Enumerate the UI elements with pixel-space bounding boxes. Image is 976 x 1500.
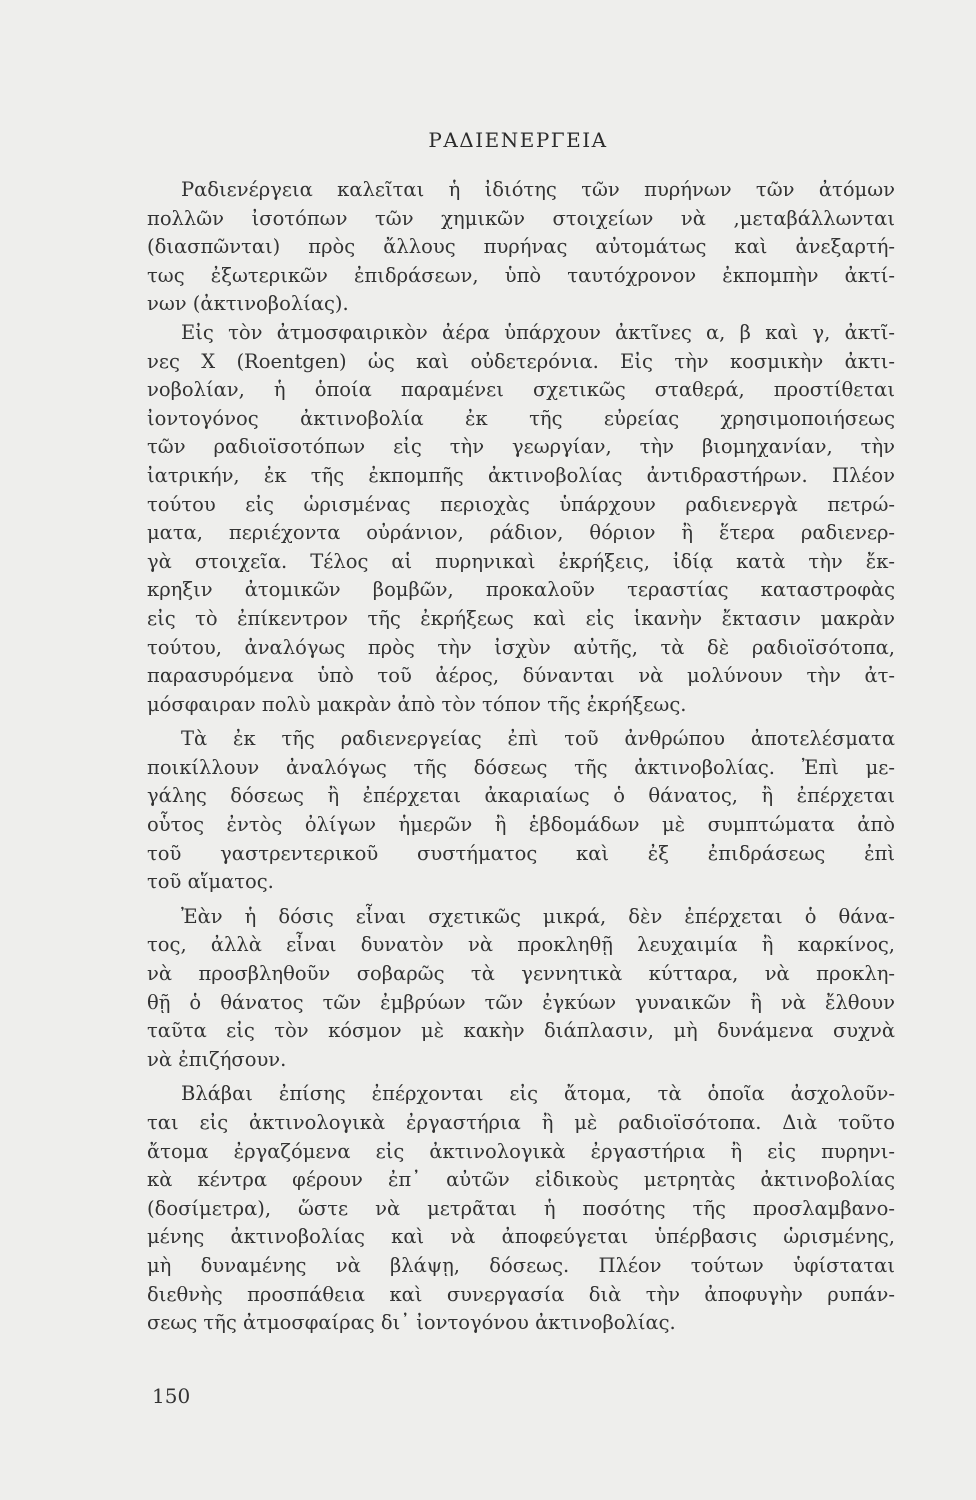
text-line: μένης ἀκτινοβολίας καὶ νὰ ἀποφεύγεται ὑπέρβασις ὡρισμένης, bbox=[147, 1225, 895, 1249]
paragraph bbox=[147, 903, 895, 1075]
text-line: Τὰ ἐκ τῆς ραδιενεργείας ἐπὶ τοῦ ἀνθρώπου ἀποτελέσματα bbox=[181, 727, 895, 751]
text-line: διεθνὴς προσπάθεια καὶ συνεργασία διὰ τὴν ἀποφυγὴν ρυπάν- bbox=[147, 1282, 895, 1306]
text-line: παρασυρόμενα ὑπὸ τοῦ ἀέρος, δύνανται νὰ μολύνουν τὴν ἀτ- bbox=[147, 664, 895, 688]
paragraph bbox=[147, 1080, 895, 1337]
text-line: ἄτομα ἐργαζόμενα εἰς ἀκτινολογικὰ ἐργαστήρια ἢ εἰς πυρηνι- bbox=[147, 1139, 895, 1163]
text-line: τούτου, ἀναλόγως πρὸς τὴν ἰσχὺν αὐτῆς, τὰ δὲ ραδιοϊσότοπα, bbox=[147, 635, 895, 659]
text-line: θῇ ὁ θάνατος τῶν ἐμβρύων τῶν ἐγκύων γυναικῶν ἢ νὰ ἔλθουν bbox=[147, 990, 895, 1014]
body-text bbox=[147, 176, 895, 1338]
text-line: μόσφαιραν πολὺ μακρὰν ἀπὸ τὸν τόπον τῆς ἐκρήξεως. bbox=[147, 692, 687, 716]
text-line: τοῦ αἵματος. bbox=[147, 870, 274, 894]
text-line: πολλῶν ἰσοτόπων τῶν χημικῶν στοιχείων νὰ ,μεταβάλλωνται bbox=[147, 206, 895, 230]
text-line: νες X (Roentgen) ὡς καὶ οὐδετερόνια. Εἰς τὴν κοσμικὴν ἀκτι- bbox=[147, 349, 895, 373]
text-line: ταῦτα εἰς τὸν κόσμον μὲ κακὴν διάπλασιν, μὴ δυνάμενα συχνὰ bbox=[147, 1019, 895, 1043]
text-line: Βλάβαι ἐπίσης ἐπέρχονται εἰς ἄτομα, τὰ ὁποῖα ἀσχολοῦν- bbox=[181, 1082, 895, 1106]
text-line: ἰοντογόνος ἀκτινοβολία ἐκ τῆς εὐρείας χρησιμοποιήσεως bbox=[147, 406, 895, 430]
text-line: ται εἰς ἀκτινολογικὰ ἐργαστήρια ἢ μὲ ραδιοϊσότοπα. Διὰ τοῦτο bbox=[147, 1111, 895, 1134]
chapter-title: ΡΑΔΙΕΝΕΡΓΕΙΑ bbox=[428, 128, 608, 152]
text-line: Εἰς τὸν ἀτμοσφαιρικὸν ἀέρα ὑπάρχουν ἀκτῖνες α, β καὶ γ, ἀκτῖ- bbox=[181, 320, 895, 344]
text-line: τως ἐξωτερικῶν ἐπιδράσεων, ὑπὸ ταυτόχρονον ἐκπομπὴν ἀκτί- bbox=[147, 263, 895, 287]
text-line: νων (ἀκτινοβολίας). bbox=[147, 292, 349, 316]
text-line: (διασπῶνται) πρὸς ἄλλους πυρήνας αὐτομάτως καὶ ἀνεξαρτή- bbox=[147, 235, 895, 259]
text-line: σεως τῆς ἀτμοσφαίρας δι᾽ ἰοντογόνου ἀκτινοβολίας. bbox=[147, 1311, 676, 1335]
text-line: μὴ δυναμένης νὰ βλάψῃ, δόσεως. Πλέον τούτων ὑφίσταται bbox=[147, 1253, 895, 1277]
text-line: Ραδιενέργεια καλεῖται ἡ ἰδιότης τῶν πυρήνων τῶν ἀτόμων bbox=[181, 178, 895, 201]
text-line: τῶν ραδιοϊσοτόπων εἰς τὴν γεωργίαν, τὴν βιομηχανίαν, τὴν bbox=[147, 435, 895, 459]
text-line: νοβολίαν, ἡ ὁποία παραμένει σχετικῶς σταθερά, προστίθεται bbox=[147, 378, 895, 402]
page-number: 150 bbox=[152, 1384, 191, 1408]
text-line: Ἐὰν ἡ δόσις εἶναι σχετικῶς μικρά, δὲν ἐπέρχεται ὁ θάνα- bbox=[181, 904, 895, 928]
text-line: κὰ κέντρα φέρουν ἐπ᾽ αὐτῶν εἰδικοὺς μετρητὰς ἀκτινοβολίας bbox=[147, 1168, 895, 1192]
paragraph bbox=[147, 725, 895, 897]
text-line: (δοσίμετρα), ὥστε νὰ μετρᾶται ἡ ποσότης τῆς προσλαμβανο- bbox=[147, 1196, 895, 1220]
text-line: ματα, περιέχοντα οὐράνιον, ράδιον, θόριον ἢ ἕτερα ραδιενερ- bbox=[147, 521, 895, 545]
text-line: τούτου εἰς ὡρισμένας περιοχὰς ὑπάρχουν ραδιενεργὰ πετρώ- bbox=[147, 492, 895, 516]
text-line: νὰ ἐπιζήσουν. bbox=[147, 1047, 287, 1071]
text-line: νὰ προσβληθοῦν σοβαρῶς τὰ γεννητικὰ κύτταρα, νὰ προκλη- bbox=[147, 962, 895, 986]
text-line: κρηξιν ἀτομικῶν βομβῶν, προκαλοῦν τεραστίας καταστροφὰς bbox=[147, 578, 895, 602]
text-line: ποικίλλουν ἀναλόγως τῆς δόσεως τῆς ἀκτινοβολίας. Ἐπὶ με- bbox=[147, 755, 895, 779]
text-line: ἰατρικήν, ἐκ τῆς ἐκπομπῆς ἀκτινοβολίας ἀντιδραστήρων. Πλέον bbox=[147, 463, 895, 487]
text-line: γὰ στοιχεῖα. Τέλος αἱ πυρηνικαὶ ἐκρήξεις, ἰδίᾳ κατὰ τὴν ἔκ- bbox=[147, 549, 895, 573]
text-line: τος, ἀλλὰ εἶναι δυνατὸν νὰ προκληθῇ λευχαιμία ἢ καρκίνος, bbox=[147, 933, 895, 957]
text-line: τοῦ γαστρεντερικοῦ συστήματος καὶ ἐξ ἐπιδράσεως ἐπὶ bbox=[147, 841, 895, 865]
paragraph bbox=[147, 176, 895, 319]
text-line: οὗτος ἐντὸς ὀλίγων ἡμερῶν ἢ ἑβδομάδων μὲ συμπτώματα ἀπὸ bbox=[147, 813, 895, 837]
text-line: γάλης δόσεως ἢ ἐπέρχεται ἀκαριαίως ὁ θάνατος, ἢ ἐπέρχεται bbox=[147, 784, 895, 808]
paragraph bbox=[147, 319, 895, 719]
text-line: εἰς τὸ ἐπίκεντρον τῆς ἐκρήξεως καὶ εἰς ἱκανὴν ἔκτασιν μακρὰν bbox=[147, 606, 895, 630]
